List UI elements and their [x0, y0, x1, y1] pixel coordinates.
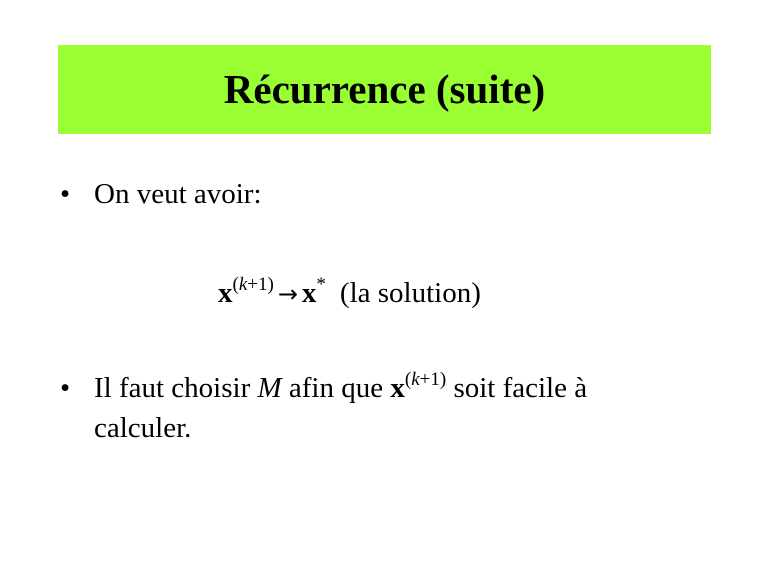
bullet-text-line2: calculer. — [94, 412, 192, 444]
matrix-m: M — [257, 372, 282, 404]
superscript-k: k — [238, 274, 248, 295]
convergence-formula — [218, 275, 481, 315]
bullet-marker: • — [60, 178, 71, 210]
superscript-open: ( — [404, 369, 412, 390]
right-arrow-icon: → — [277, 280, 298, 308]
superscript-open: ( — [232, 274, 239, 295]
bullet-text — [94, 370, 587, 446]
bullet-text: On veut avoir: — [94, 178, 262, 210]
text-part-a: Il faut choisir — [94, 372, 258, 404]
formula-vector-x: x — [218, 277, 233, 309]
inline-superscript — [405, 369, 446, 390]
superscript-k: k — [411, 369, 420, 390]
superscript-rest: +1) — [419, 369, 447, 390]
slide-title: Récurrence (suite) — [223, 66, 546, 112]
bullet-marker: • — [60, 372, 71, 404]
formula-note: (la solution) — [339, 277, 481, 309]
text-part-c: soit facile à — [446, 372, 588, 404]
bullet-text-line1 — [94, 370, 587, 410]
formula-star: * — [316, 274, 326, 295]
text-part-b: afin que — [281, 372, 391, 404]
title-banner — [58, 45, 711, 134]
formula-vector-x-star: x — [301, 277, 317, 309]
formula-superscript — [233, 274, 274, 295]
superscript-rest: +1) — [247, 274, 274, 295]
inline-vector-x: x — [390, 372, 405, 404]
